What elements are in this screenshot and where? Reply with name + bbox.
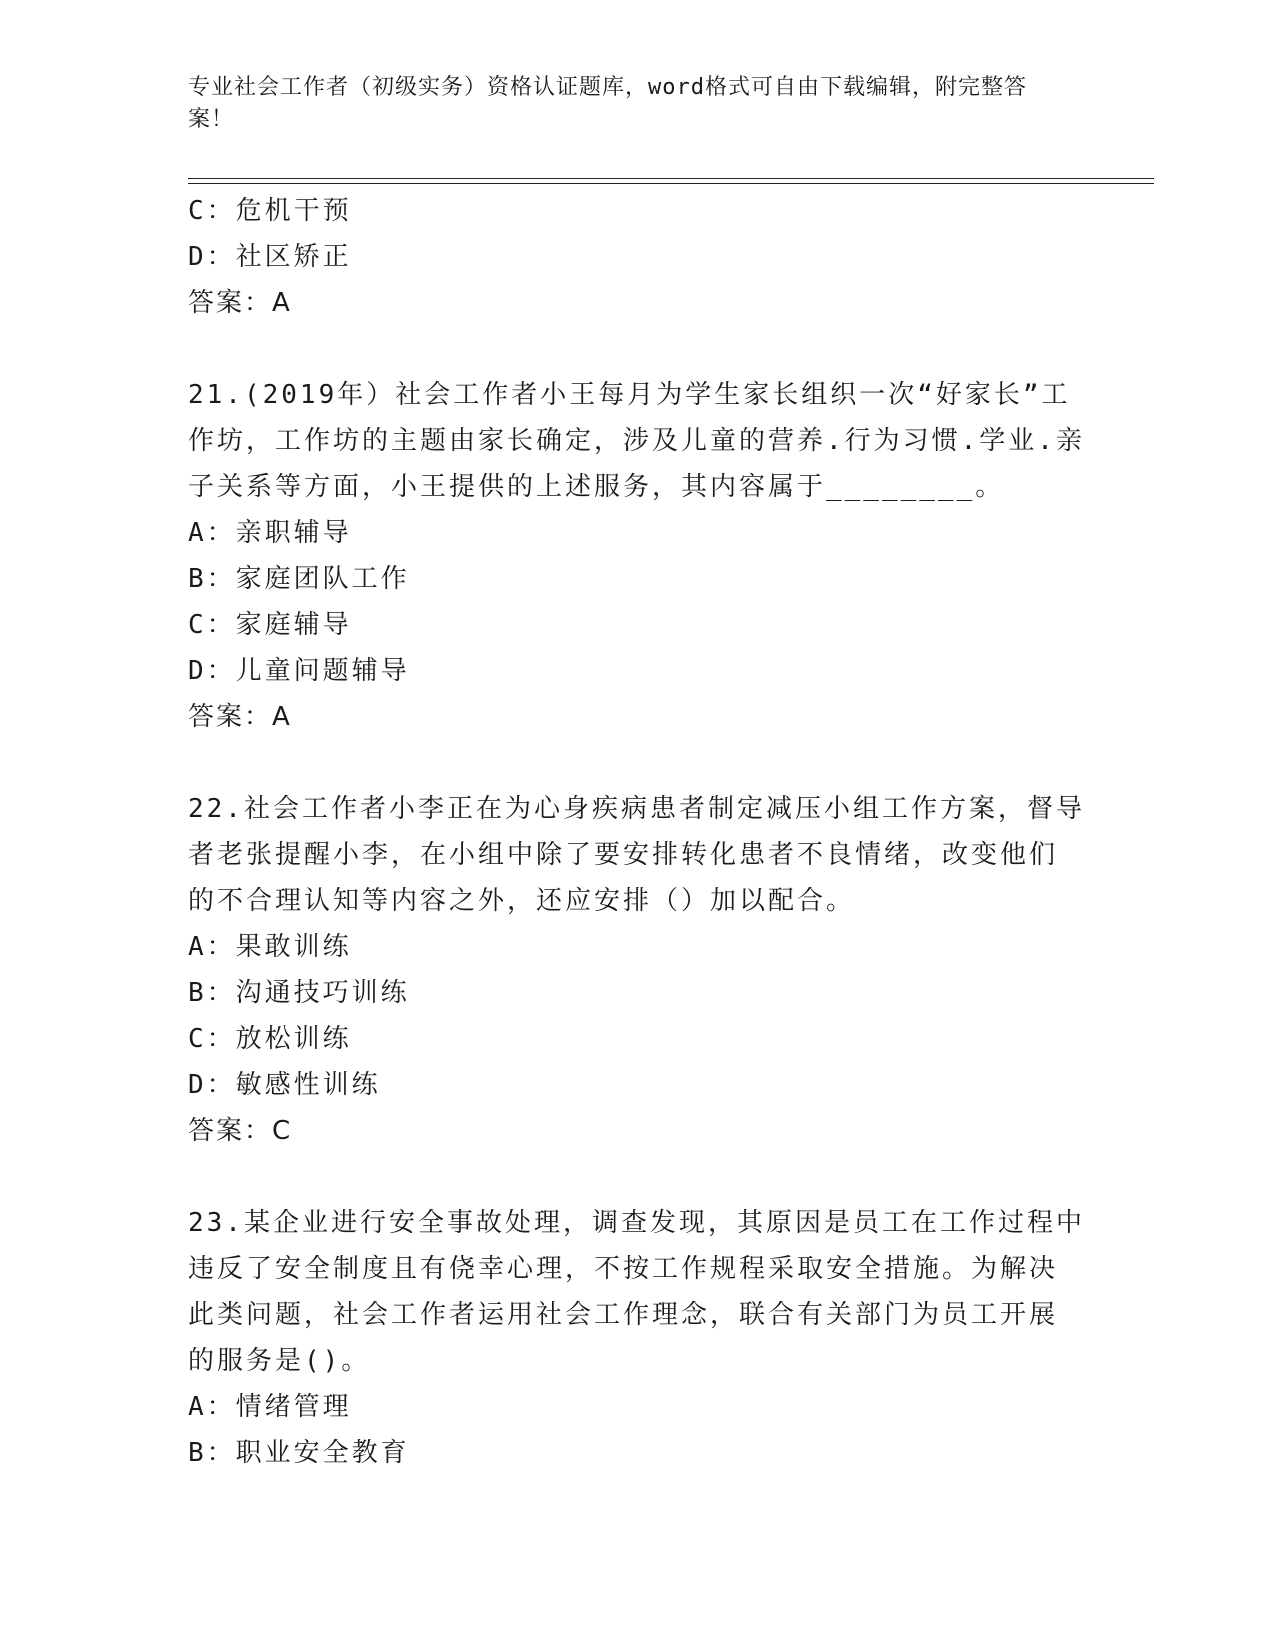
option-d: D：社区矫正 xyxy=(188,242,352,272)
option-a: A：亲职辅导 xyxy=(188,518,352,548)
question-text-line: 此类问题，社会工作者运用社会工作理念，联合有关部门为员工开展 xyxy=(188,1300,1059,1330)
question-block-23 xyxy=(188,1200,1088,1476)
question-text-line: 21.(2019年）社会工作者小王每月为学生家长组织一次“好家长”工 xyxy=(188,380,1071,410)
answer-line: 答案：C xyxy=(188,1116,293,1146)
spacer xyxy=(188,1154,1088,1200)
question-block-21 xyxy=(188,372,1088,740)
option-c: C：家庭辅导 xyxy=(188,610,352,640)
option-c: C：放松训练 xyxy=(188,1024,352,1054)
question-text-line: 作坊，工作坊的主题由家长确定，涉及儿童的营养.行为习惯.学业.亲 xyxy=(188,426,1085,456)
question-block-20-continued xyxy=(188,188,1088,326)
option-a: A：情绪管理 xyxy=(188,1392,352,1422)
option-d: D：敏感性训练 xyxy=(188,1070,381,1100)
question-list xyxy=(188,188,1088,1476)
question-text-line: 违反了安全制度且有侥幸心理，不按工作规程采取安全措施。为解决 xyxy=(188,1254,1059,1284)
header-divider-top xyxy=(188,178,1154,179)
question-text-line: 的不合理认知等内容之外，还应安排（）加以配合。 xyxy=(188,886,856,916)
question-block-22 xyxy=(188,786,1088,1154)
answer-line: 答案：A xyxy=(188,702,292,732)
option-c: C：危机干预 xyxy=(188,196,352,226)
question-text-line: 22.社会工作者小李正在为心身疾病患者制定减压小组工作方案，督导 xyxy=(188,794,1085,824)
document-header xyxy=(188,72,1068,136)
question-text-line: 23.某企业进行安全事故处理，调查发现，其原因是员工在工作过程中 xyxy=(188,1208,1085,1238)
option-b: B：沟通技巧训练 xyxy=(188,978,410,1008)
option-b: B：家庭团队工作 xyxy=(188,564,410,594)
option-b: B：职业安全教育 xyxy=(188,1438,410,1468)
question-text-line: 者老张提醒小李，在小组中除了要安排转化患者不良情绪，改变他们 xyxy=(188,840,1059,870)
spacer xyxy=(188,326,1088,372)
header-divider-bottom xyxy=(188,183,1154,184)
spacer xyxy=(188,740,1088,786)
option-a: A：果敢训练 xyxy=(188,932,352,962)
answer-line: 答案：A xyxy=(188,288,292,318)
question-text-line: 子关系等方面，小王提供的上述服务，其内容属于________。 xyxy=(188,472,1005,502)
question-text-line: 的服务是()。 xyxy=(188,1346,371,1376)
header-title: 专业社会工作者（初级实务）资格认证题库，word格式可自由下载编辑，附完整答案！ xyxy=(188,75,1027,132)
option-d: D：儿童问题辅导 xyxy=(188,656,410,686)
